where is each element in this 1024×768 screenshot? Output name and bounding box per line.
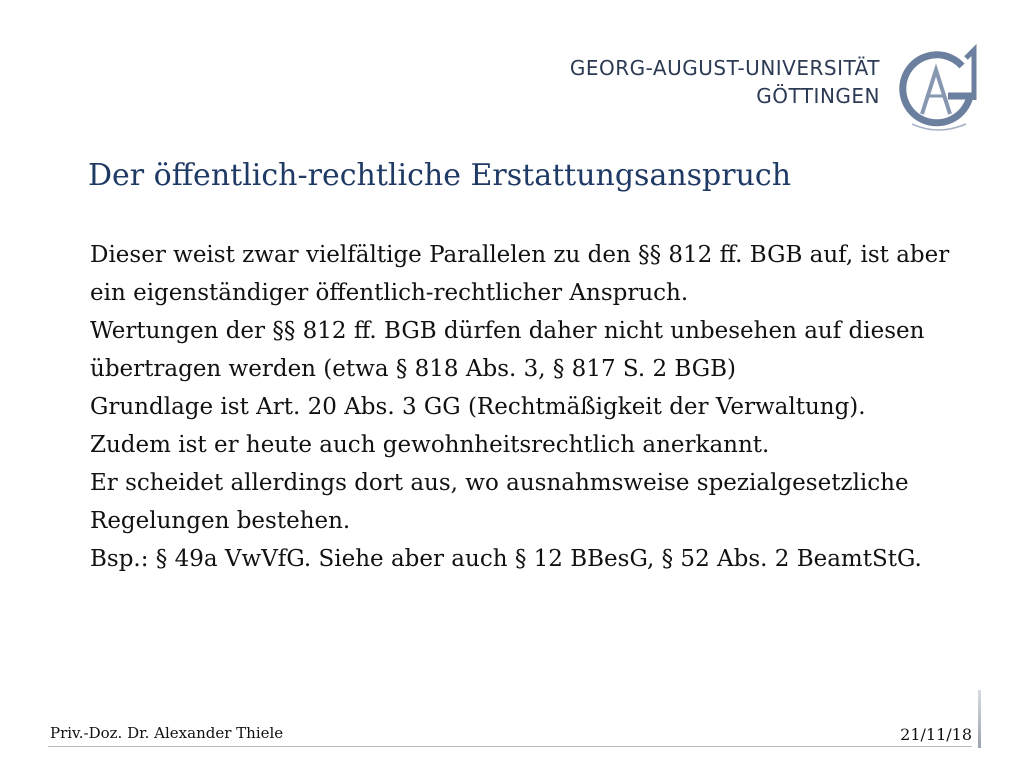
university-name-line2: GÖTTINGEN: [756, 84, 880, 108]
paragraph-1: Dieser weist zwar vielfältige Parallelen zu den §§ 812 ff. BGB auf, ist aber ein eigenständiger öffentlich-rechtlicher Anspruch.: [90, 242, 950, 306]
paragraph-3: Grundlage ist Art. 20 Abs. 3 GG (Rechtmäßigkeit der Verwaltung). Zudem ist er heute auch gewohnheitsrechtlich anerkannt.: [90, 394, 866, 458]
slide-content: [90, 236, 950, 578]
side-accent-bar: [978, 690, 981, 748]
paragraph-4: Er scheidet allerdings dort aus, wo ausnahmsweise spezialgesetzliche Regelungen bestehen.: [90, 470, 909, 534]
slide-title: Der öffentlich-rechtliche Erstattungsanspruch: [88, 158, 792, 193]
footer-divider: [48, 746, 972, 747]
university-name: [570, 54, 880, 110]
paragraph-5: Bsp.: § 49a VwVfG. Siehe aber auch § 12 BBesG, § 52 Abs. 2 BeamtStG.: [90, 546, 922, 572]
university-name-line1: GEORG-AUGUST-UNIVERSITÄT: [569, 56, 880, 80]
university-seal-logo-icon: [892, 44, 984, 136]
footer-date: 21/11/18: [900, 725, 972, 744]
paragraph-2: Wertungen der §§ 812 ff. BGB dürfen daher nicht unbesehen auf diesen übertragen werden (etwa § 818 Abs. 3, § 817 S. 2 BGB): [90, 318, 925, 382]
footer-author: Priv.-Doz. Dr. Alexander Thiele: [50, 724, 284, 742]
